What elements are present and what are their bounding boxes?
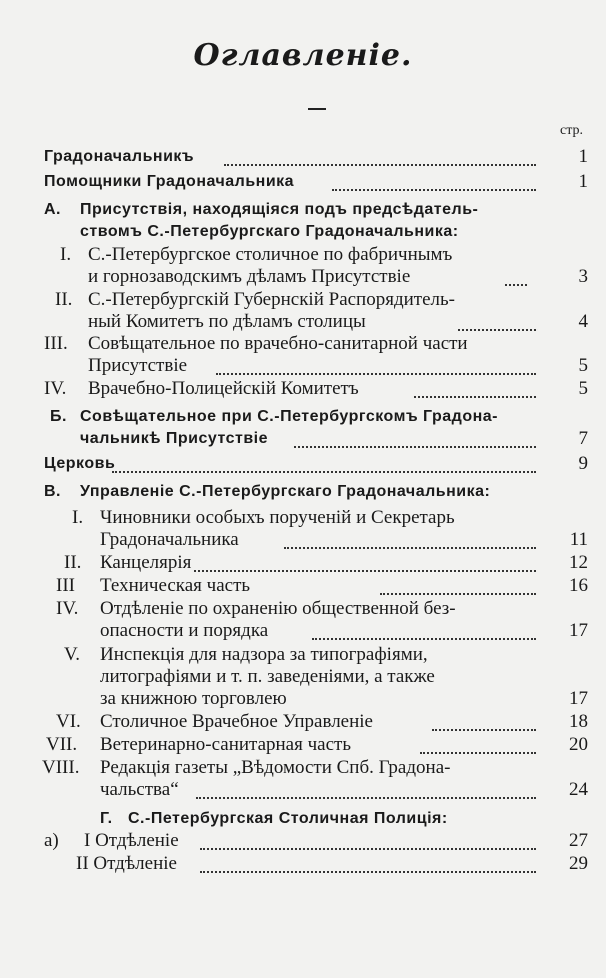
toc-roman-label: I. [60, 244, 72, 265]
toc-entry-text: Инспекція для надзора за типографіями, [100, 644, 428, 665]
toc-entry-text: I Отдѣленіе [84, 830, 179, 851]
toc-roman-label: VII. [46, 734, 78, 755]
toc-page-number: 24 [569, 779, 588, 800]
leader-dots [332, 187, 536, 191]
toc-page-number: 1 [578, 171, 588, 192]
leader-dots [420, 750, 536, 754]
toc-entry-text: Ветеринарно-санитарная часть [100, 734, 351, 755]
toc-entry-text: Редакція газеты „Вѣдомости Спб. Градона- [100, 757, 451, 778]
toc-entry-text: Присутствіе [88, 355, 188, 376]
toc-entry-text: ствомъ С.-Петербургскаго Градоначальника: [80, 223, 459, 240]
toc-page-number: 11 [569, 529, 588, 550]
toc-roman-label: III. [44, 333, 68, 354]
leader-dots [380, 591, 536, 595]
toc-entry-text: Управленіе С.-Петербургскаго Градоначальника: [80, 483, 491, 500]
toc-entry-text: Совѣщательное при С.-Петербургскомъ Градона- [80, 408, 498, 425]
toc-page-number: 1 [578, 146, 588, 167]
leader-dots [505, 282, 527, 286]
toc-page-number: 7 [578, 428, 588, 449]
toc-entry-text: чальникѣ Присутствіе [80, 430, 269, 447]
toc-entry-text: Чиновники особыхъ порученій и Секретарь [100, 507, 455, 528]
page-column-header: стр. [560, 123, 584, 138]
toc-section-label: Б. [50, 408, 67, 425]
toc-entry-text: ный Комитетъ по дѣламъ столицы [88, 311, 366, 332]
toc-entry-text: чальства“ [100, 779, 179, 800]
toc-entry-text: Техническая часть [100, 575, 251, 596]
toc-roman-label: III [56, 575, 75, 596]
leader-dots [200, 869, 536, 873]
leader-dots [224, 162, 536, 166]
toc-entry-text: С.-Петербургскій Губернскій Распорядитель- [88, 289, 456, 310]
toc-section-label: Г. [100, 810, 113, 827]
toc-page-number: 5 [578, 355, 588, 376]
leader-dots [112, 469, 536, 473]
toc-section-label: В. [44, 483, 61, 500]
toc-entry-text: Помощники Градоначальника [44, 173, 295, 190]
toc-entry-text: Присутствія, находящіяся подъ предсѣдатель- [80, 201, 479, 218]
leader-dots [200, 846, 536, 850]
toc-page-number: 4 [578, 311, 588, 332]
toc-entry-text: Врачебно-Полицейскій Комитетъ [88, 378, 359, 399]
toc-page-number: 16 [569, 575, 588, 596]
toc-roman-label: VIII. [42, 757, 80, 778]
toc-entry-text: литографіями и т. п. заведеніями, а также [100, 666, 435, 687]
leader-dots [312, 636, 536, 640]
toc-page-number: 12 [569, 552, 588, 573]
toc-roman-label: IV. [44, 378, 67, 399]
toc-page-number: 27 [569, 830, 588, 851]
toc-page-number: 18 [569, 711, 588, 732]
toc-roman-label: II. [64, 552, 82, 573]
toc-roman-label: VI. [56, 711, 81, 732]
toc-entry-text: Столичное Врачебное Управленіе [100, 711, 373, 732]
toc-roman-label: II. [55, 289, 73, 310]
toc-page-number: 17 [569, 620, 588, 641]
toc-page-number: 3 [578, 266, 588, 287]
toc-entry-text: Церковь [44, 455, 116, 472]
toc-entry-text: за книжною торговлею [100, 688, 287, 709]
toc-roman-label: IV. [56, 598, 79, 619]
leader-dots [294, 444, 536, 448]
leader-dots [216, 371, 536, 375]
toc-roman-label: V. [64, 644, 81, 665]
toc-roman-label: I. [72, 507, 84, 528]
leader-dots [196, 795, 536, 799]
toc-entry-text: II Отдѣленіе [76, 853, 177, 874]
toc-entry-text: С.-Петербургское столичное по фабричнымъ [88, 244, 453, 265]
toc-entry-text: и горнозаводскимъ дѣламъ Присутствіе [88, 266, 411, 287]
toc-entry-text: С.-Петербургская Столичная Полиція: [128, 810, 448, 827]
toc-page-number: 9 [578, 453, 588, 474]
leader-dots [284, 545, 536, 549]
toc-page-number: 29 [569, 853, 588, 874]
leader-dots [432, 727, 536, 731]
toc-page-number: 20 [569, 734, 588, 755]
leader-dots [458, 327, 536, 331]
toc-entry-text: Канцелярія [100, 552, 192, 573]
toc-entry-text: опасности и порядка [100, 620, 269, 641]
toc-entry-text: Градоначальникъ [44, 148, 195, 165]
toc-page-number: 17 [569, 688, 588, 709]
leader-dots [194, 568, 536, 572]
toc-subsection-label: а) [44, 830, 59, 851]
toc-entry-text: Совѣщательное по врачебно-санитарной части [88, 333, 468, 354]
toc-entry-text: Градоначальника [100, 529, 239, 550]
toc-section-label: А. [44, 201, 61, 218]
page-title: Оглавленіе. [193, 38, 413, 73]
toc-page-number: 5 [578, 378, 588, 399]
leader-dots [414, 394, 536, 398]
toc-entry-text: Отдѣленіе по охраненію общественной без- [100, 598, 456, 619]
